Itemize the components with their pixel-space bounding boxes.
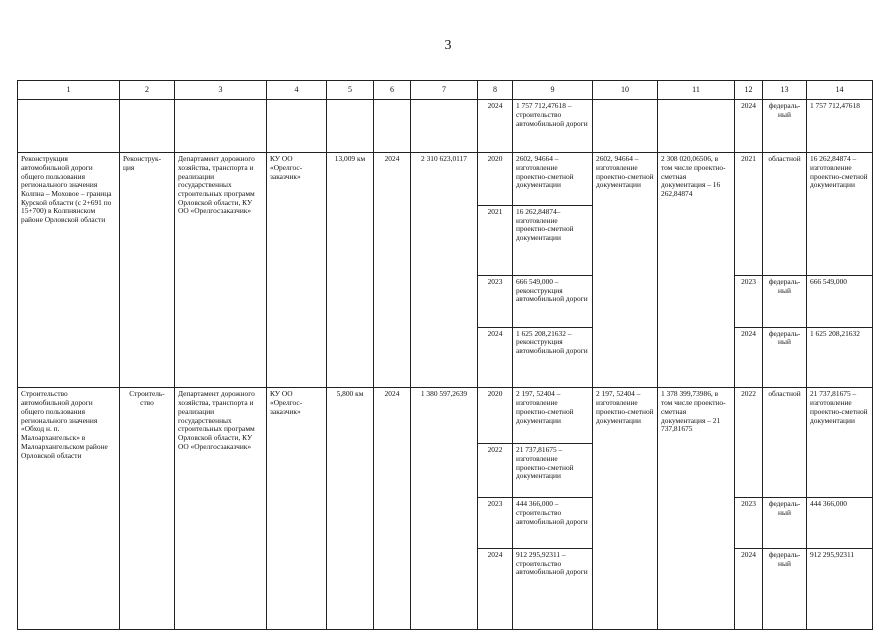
funding-year: 2024 bbox=[735, 327, 763, 388]
stage-text: 444 366,000 – строительство автомобильной дороги bbox=[513, 498, 593, 549]
header-cell: 3 bbox=[175, 81, 267, 100]
header-cell: 14 bbox=[807, 81, 873, 100]
col11-text: 2 308 020,06506, в том числе проектно-сметная документация – 16 262,84874 bbox=[658, 153, 735, 388]
project-customer: Департамент дорожного хозяйства, транспорта и реализации государственных строительных программ Орловской области, КУ ОО «Орелгосзаказчик» bbox=[175, 388, 267, 630]
project-executor: КУ ОО «Орелгос-заказчик» bbox=[267, 153, 327, 388]
stage-text: 666 549,000 – реконструкция автомобильной дороги bbox=[513, 275, 593, 327]
header-cell: 11 bbox=[658, 81, 735, 100]
stage-text: 1 757 712,47618 – строительство автомобильной дороги bbox=[513, 100, 593, 153]
stage-year: 2020 bbox=[478, 153, 513, 206]
project-name: Реконструкция автомобильной дороги общего пользования регионального значения Колпна – Моховое – граница Курской области (с 2+691 по 15+700) в Колпнянском районе Орловской области bbox=[18, 153, 120, 388]
funding-level: федераль-ный bbox=[763, 548, 807, 629]
project-length: 5,800 км bbox=[327, 388, 374, 630]
col10-text: 2602, 94664 – изготовление проектно-сметной документации bbox=[593, 153, 658, 388]
stage-year: 2024 bbox=[478, 327, 513, 388]
header-cell: 7 bbox=[411, 81, 478, 100]
funding-level: федераль-ный bbox=[763, 498, 807, 549]
col10-text: 2 197, 52404 – изготовление проектно-сметной документации bbox=[593, 388, 658, 630]
stage-text: 16 262,84874– изготовление проектно-сметной документации bbox=[513, 205, 593, 275]
stage-year: 2023 bbox=[478, 498, 513, 549]
project-cost: 1 380 597,2639 bbox=[411, 388, 478, 630]
stage-text: 1 625 208,21632 – реконструкция автомобильной дороги bbox=[513, 327, 593, 388]
table-row bbox=[18, 388, 873, 444]
project-customer: Департамент дорожного хозяйства, транспорта и реализации государственных строительных программ Орловской области, КУ ОО «Орелгосзаказчик» bbox=[175, 153, 267, 388]
project-length: 13,009 км bbox=[327, 153, 374, 388]
header-cell: 8 bbox=[478, 81, 513, 100]
funding-level: федераль-ный bbox=[763, 275, 807, 327]
stage-year: 2024 bbox=[478, 100, 513, 153]
col11-text: 1 378 399,73986, в том числе проектно-сметная документация – 21 737,81675 bbox=[658, 388, 735, 630]
funding-amount: 666 549,000 bbox=[807, 275, 873, 327]
header-cell: 4 bbox=[267, 81, 327, 100]
stage-year: 2023 bbox=[478, 275, 513, 327]
stage-year: 2020 bbox=[478, 388, 513, 444]
page-number: 3 bbox=[444, 38, 452, 53]
table-row bbox=[18, 100, 873, 153]
stage-text: 2 197, 52404 – изготовление проектно-сметной документации bbox=[513, 388, 593, 444]
funding-level: федераль-ный bbox=[763, 327, 807, 388]
header-cell: 5 bbox=[327, 81, 374, 100]
table-row bbox=[18, 153, 873, 206]
investment-table bbox=[17, 80, 873, 630]
stage-year: 2024 bbox=[478, 548, 513, 629]
funding-year: 2023 bbox=[735, 275, 763, 327]
funding-amount: 444 366,000 bbox=[807, 498, 873, 549]
project-type: Реконструк-ция bbox=[120, 153, 175, 388]
project-name: Строительство автомобильной дороги общего пользования регионального значения «Обход н. п. Малоархангельск» в Малоархангельском районе Орловской области bbox=[18, 388, 120, 630]
header-cell: 10 bbox=[593, 81, 658, 100]
header-cell: 6 bbox=[374, 81, 411, 100]
funding-year: 2024 bbox=[735, 100, 763, 153]
funding-year: 2023 bbox=[735, 498, 763, 549]
project-year: 2024 bbox=[374, 388, 411, 630]
funding-level: федераль-ный bbox=[763, 100, 807, 153]
header-cell: 9 bbox=[513, 81, 593, 100]
stage-year: 2022 bbox=[478, 444, 513, 498]
project-executor: КУ ОО «Орелгос-заказчик» bbox=[267, 388, 327, 630]
stage-text: 2602, 94664 – изготовление проектно-сметной документации bbox=[513, 153, 593, 206]
funding-level: областной bbox=[763, 153, 807, 276]
header-cell: 13 bbox=[763, 81, 807, 100]
header-cell: 1 bbox=[18, 81, 120, 100]
stage-year: 2021 bbox=[478, 205, 513, 275]
funding-year: 2022 bbox=[735, 388, 763, 498]
funding-amount: 1 757 712,47618 bbox=[807, 100, 873, 153]
stage-text: 912 295,92311 – строительство автомобильной дороги bbox=[513, 548, 593, 629]
header-cell: 2 bbox=[120, 81, 175, 100]
funding-year: 2024 bbox=[735, 548, 763, 629]
funding-amount: 21 737,81675 – изготовление проектно-сметной документации bbox=[807, 388, 873, 498]
funding-amount: 16 262,84874 – изготовление проектно-сметной документации bbox=[807, 153, 873, 276]
funding-level: областной bbox=[763, 388, 807, 498]
stage-text: 21 737,81675 – изготовление проектно-сметной документации bbox=[513, 444, 593, 498]
funding-amount: 1 625 208,21632 bbox=[807, 327, 873, 388]
header-cell: 12 bbox=[735, 81, 763, 100]
funding-year: 2021 bbox=[735, 153, 763, 276]
project-year: 2024 bbox=[374, 153, 411, 388]
project-cost: 2 310 623,0117 bbox=[411, 153, 478, 388]
header-row bbox=[18, 81, 873, 100]
project-type: Строитель-ство bbox=[120, 388, 175, 630]
funding-amount: 912 295,92311 bbox=[807, 548, 873, 629]
